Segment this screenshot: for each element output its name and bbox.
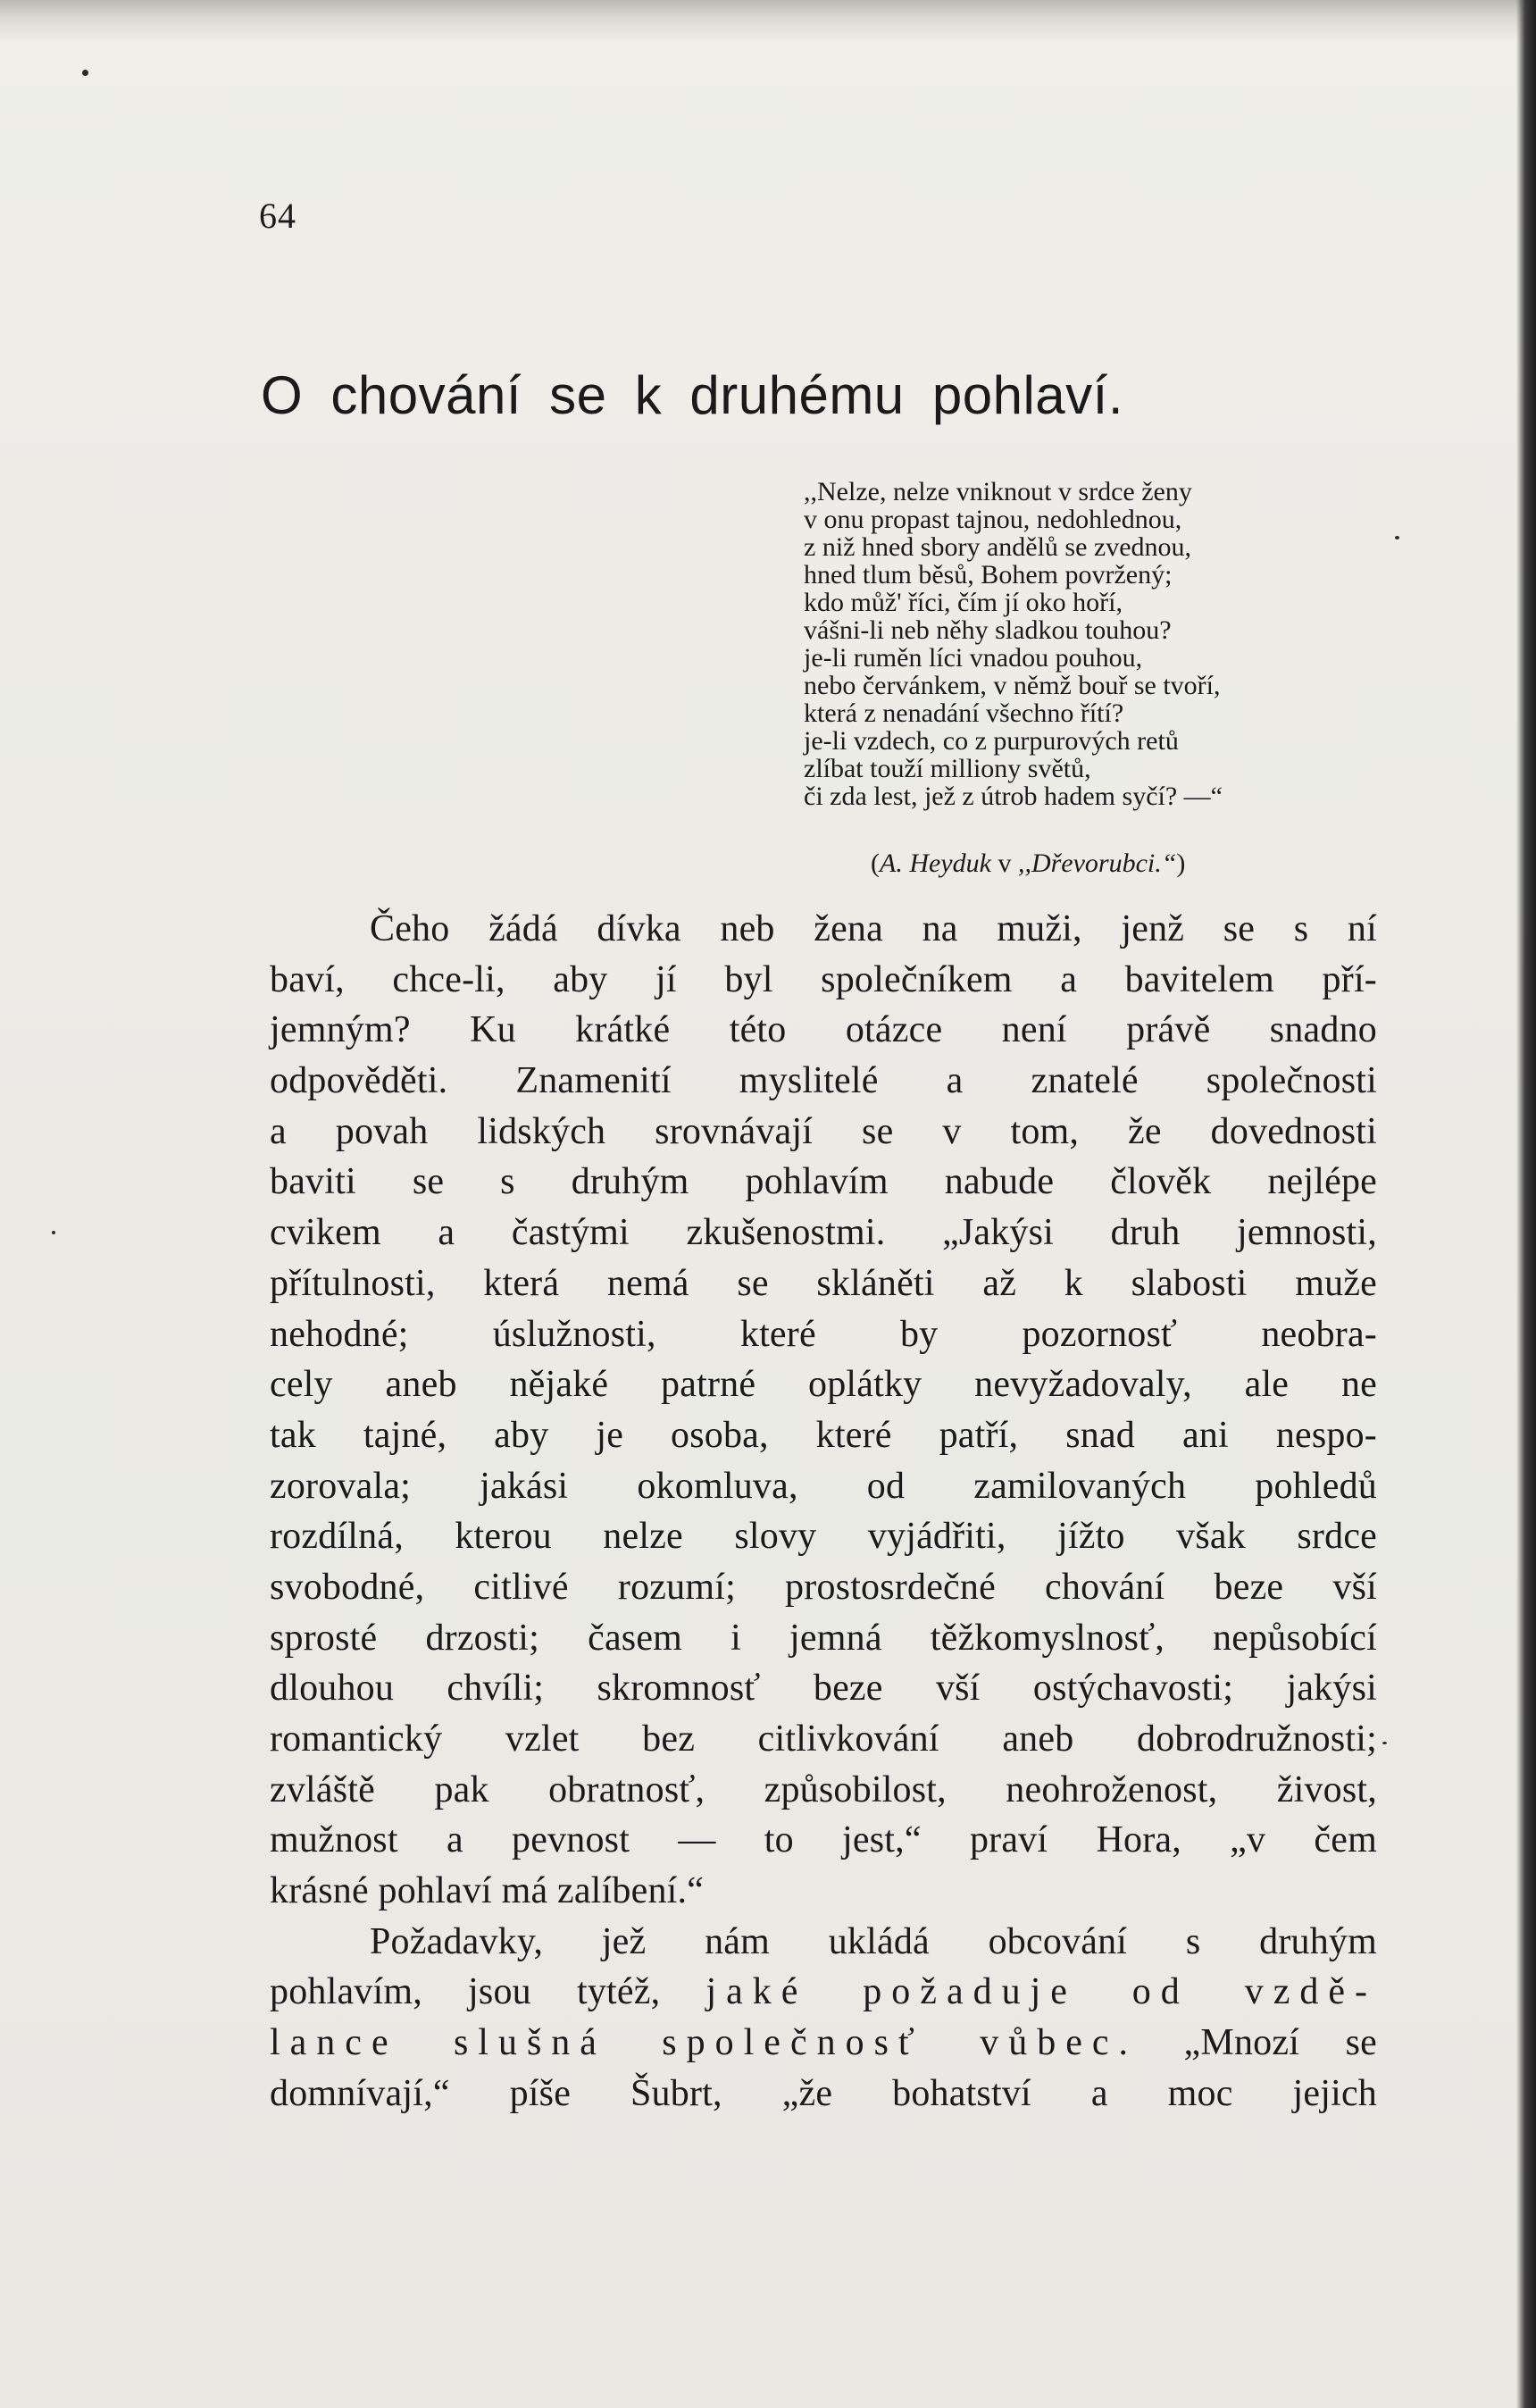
motto-attribution <box>871 849 1185 879</box>
emphasis-spaced: lance slušná společnosť vůbec. <box>270 2022 1139 2064</box>
print-speck <box>1382 1742 1387 1744</box>
print-speck <box>1395 536 1399 539</box>
body-line <box>270 1967 1377 2018</box>
emphasis-spaced: jaké požaduje od vzdě- <box>705 1971 1377 2013</box>
body-line: jemným? Ku krátké této otázce není právě snadno <box>270 1009 1377 1051</box>
poem-line: která z nenadání všechno řítí? <box>804 698 1124 728</box>
body-line: baviti se s druhým pohlavím nabude člověk nejlépe <box>270 1161 1377 1203</box>
attribution-mid: v <box>990 849 1018 878</box>
body-line: Požadavky, jež nám ukládá obcování s druhým <box>370 1920 1377 1962</box>
motto-poem <box>804 478 1357 810</box>
body-line: zorovala; jakási okomluva, od zamilovaných pohledů <box>270 1465 1377 1507</box>
body-line: tak tajné, aby je osoba, které patří, snad ani nespo- <box>270 1414 1377 1456</box>
body-line: cely aneb nějaké patrné oplátky nevyžadovaly, ale ne <box>270 1364 1377 1406</box>
body-line: cvikem a častými zkušenostmi. „Jakýsi druh jemnosti, <box>270 1212 1377 1254</box>
poem-line: hned tlum běsů, Bohem povržený; <box>804 560 1173 589</box>
body-line: romantický vzlet bez citlivkování aneb dobrodružnosti; <box>270 1718 1377 1760</box>
body-line: zvláště pak obratnosť, způsobilost, neohroženost, živost, <box>270 1768 1377 1810</box>
body-line: přítulnosti, která nemá se skláněti až k slabosti muže <box>270 1262 1377 1304</box>
body-line <box>270 2018 1377 2069</box>
body-text-run: „Mnozí se <box>1138 2022 1377 2064</box>
poem-line: zlíbat touží milliony světů, <box>804 754 1091 783</box>
poem-line: nebo červánkem, v němž bouř se tvoří, <box>804 671 1221 700</box>
page-top-shadow <box>0 0 1536 41</box>
body-line: domnívají,“ píše Šubrt, „že bohatství a moc jejich <box>270 2072 1377 2114</box>
body-text <box>270 904 1377 2120</box>
body-line: rozdílná, kterou nelze slovy vyjádřiti, jížto však srdce <box>270 1516 1377 1558</box>
body-line: sprosté drzosti; časem i jemná těžkomyslnosť, nepůsobící <box>270 1617 1377 1659</box>
body-line: svobodné, citlivé rozumí; prostosrdečné chování beze vší <box>270 1566 1377 1608</box>
poem-line: či zda lest, jež z útrob hadem syčí? —“ <box>804 782 1223 811</box>
body-line: mužnost a pevnost — to jest,“ praví Hora, „v čem <box>270 1819 1377 1861</box>
body-line: a povah lidských srovnávají se v tom, že dovednosti <box>270 1110 1377 1152</box>
attribution-author: A. Heyduk <box>880 849 991 878</box>
chapter-title: O chování se k druhému pohlaví. <box>261 365 1123 425</box>
poem-line: vášni-li neb něhy sladkou touhou? <box>804 615 1172 645</box>
body-line: odpověděti. Znamenití myslitelé a znatelé společnosti <box>270 1060 1377 1102</box>
attribution-open: ( <box>871 849 880 878</box>
attribution-work: ,,Dřevorubci.“ <box>1017 849 1177 878</box>
page-right-edge <box>1516 0 1536 2408</box>
body-line: Čeho žádá dívka neb žena na muži, jenž se s ní <box>370 908 1377 949</box>
poem-line: v onu propast tajnou, nedohlednou, <box>804 505 1182 534</box>
poem-line: je-li vzdech, co z purpurových retů <box>804 726 1179 756</box>
print-speck <box>82 70 88 76</box>
body-line: krásné pohlaví má zalíbení.“ <box>270 1870 705 1912</box>
body-line: dlouhou chvíli; skromnosť beze vší ostýchavosti; jakýsi <box>270 1668 1377 1710</box>
poem-line: ,,Nelze, nelze vniknout v srdce ženy <box>804 477 1192 506</box>
page-number: 64 <box>259 196 296 236</box>
body-text-run: pohlavím, jsou tytéž, <box>270 1971 706 2013</box>
print-speck <box>52 1231 55 1234</box>
attribution-close: ) <box>1176 849 1186 878</box>
body-line: nehodné; úslužnosti, které by pozornosť neobra- <box>270 1313 1377 1355</box>
poem-line: z niž hned sbory andělů se zvednou, <box>804 532 1192 562</box>
poem-line: je-li ruměn líci vnadou pouhou, <box>804 643 1143 673</box>
poem-line: kdo můž' říci, čím jí oko hoří, <box>804 588 1123 617</box>
body-line: baví, chce-li, aby jí byl společníkem a bavitelem pří- <box>270 958 1377 1000</box>
